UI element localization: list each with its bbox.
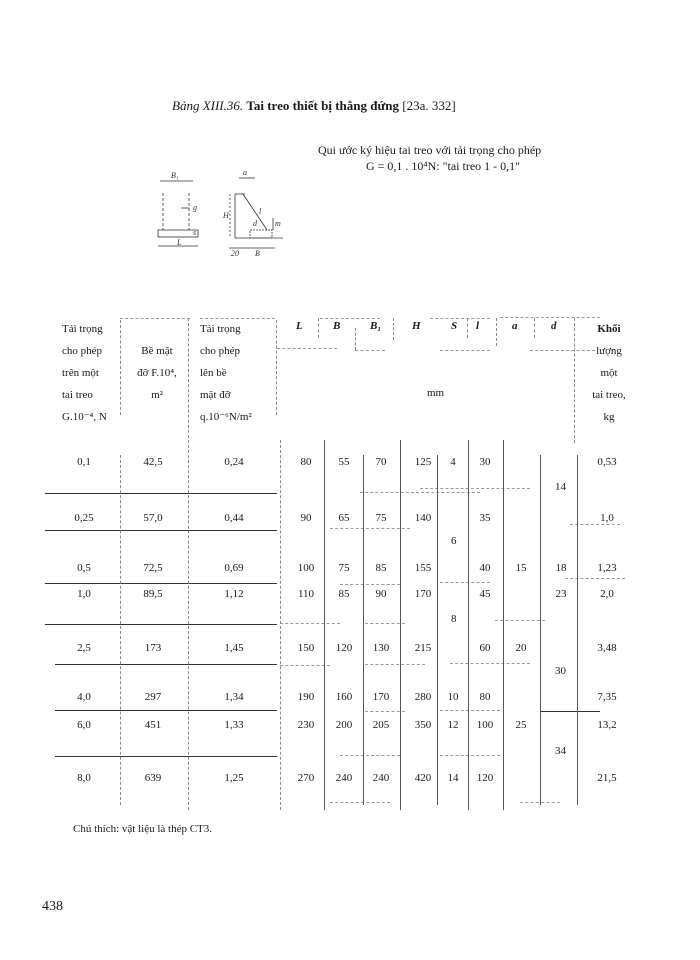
cell-G: 0,5 [77,562,91,574]
cell-S: 10 [447,691,459,703]
svg-text:s: s [193,228,197,237]
cell-m: 13,2 [597,719,617,731]
cell-q: 1,33 [224,719,244,731]
merged-S-8: 8 [451,613,457,625]
header-a: a [512,320,518,332]
cell-l: 35 [479,512,491,524]
convention-line-1: Qui ước ký hiệu tai treo với tải trọng cho phép [318,143,542,157]
cell-F: 297 [144,691,162,703]
convention-line-2: G = 0,1 . 10⁴N: "tai treo 1 - 0,1" [366,159,521,173]
cell-B1: 130 [372,642,390,654]
cell-l: 120 [476,772,494,784]
cell-q: 1,45 [224,642,244,654]
cell-B1: 85 [375,562,387,574]
cell-G: 1,0 [77,588,91,600]
cell-q: 1,12 [224,588,244,600]
cell-B: 65 [338,512,350,524]
cell-F: 72,5 [143,562,163,574]
cell-B1: 75 [375,512,387,524]
caption-ref: [23a. 332] [402,98,456,113]
header-B: B [333,320,341,332]
cell-a: 20 [515,642,527,654]
cell-B: 55 [338,456,350,468]
cell-H: 350 [414,719,432,731]
cell-B1: 70 [375,456,387,468]
svg-text:a: a [243,168,247,177]
cell-B: 75 [338,562,350,574]
cell-m: 3,48 [597,642,617,654]
svg-text:d: d [253,219,257,228]
cell-H: 155 [414,562,432,574]
header-load: Tải trọng cho phép trên một tai treo G.10⁻⁴, N [62,323,107,423]
cell-F: 173 [144,642,162,654]
cell-L: 190 [297,691,315,703]
cell-S: 12 [447,719,459,731]
cell-m: 0,53 [597,456,617,468]
cell-F: 42,5 [143,456,163,468]
merged-S-6: 6 [451,535,457,547]
cell-F: 451 [144,719,162,731]
svg-text:H: H [223,211,229,220]
caption-prefix: Bảng XIII.36. [172,98,244,113]
cell-L: 100 [297,562,315,574]
page-number: 438 [42,899,63,914]
cell-L: 80 [300,456,312,468]
cell-B: 160 [335,691,353,703]
cell-S: 14 [447,772,459,784]
header-d: d [551,320,557,332]
cell-L: 90 [300,512,312,524]
cell-B1: 90 [375,588,387,600]
cell-B1: 205 [372,719,390,731]
cell-H: 215 [414,642,432,654]
cell-S: 4 [450,456,456,468]
cell-B1: 170 [372,691,390,703]
cell-l: 45 [479,588,491,600]
merged-d-14: 14 [555,481,566,493]
cell-H: 420 [414,772,432,784]
cell-l: 30 [479,456,491,468]
svg-text:g: g [193,203,197,212]
header-mass: Khối lượng một tai treo, kg [592,323,626,423]
cell-q: 1,34 [224,691,244,703]
cell-a: 25 [515,719,527,731]
cell-G: 0,25 [74,512,94,524]
cell-L: 270 [297,772,315,784]
cell-q: 0,69 [224,562,244,574]
svg-text:l: l [259,207,262,216]
cell-q: 0,24 [224,456,244,468]
header-B1: B₁ [370,320,382,332]
cell-H: 140 [414,512,432,524]
header-H: H [412,320,421,332]
cell-q: 1,25 [224,772,244,784]
cell-G: 4,0 [77,691,91,703]
cell-L: 150 [297,642,315,654]
header-unit: mm [427,387,445,399]
svg-text:B₁: B₁ [171,171,179,180]
header-l: l [476,320,480,332]
svg-text:L: L [177,238,182,247]
cell-B: 85 [338,588,350,600]
cell-d: 23 [555,588,567,600]
svg-text:B: B [255,249,260,258]
cell-B1: 240 [372,772,390,784]
cell-G: 2,5 [77,642,91,654]
cell-l: 100 [476,719,494,731]
merged-d-30: 30 [555,665,566,677]
cell-m: 21,5 [597,772,617,784]
svg-text:20: 20 [231,249,239,258]
cell-B: 240 [335,772,353,784]
caption-title: Tai treo thiết bị thẳng đứng [246,98,400,113]
header-pressure: Tải trọng cho phép lên bề mặt đỡ q.10⁻⁶N/m² [200,323,252,423]
cell-l: 60 [479,642,491,654]
header-L: L [296,320,303,332]
cell-a: 15 [515,562,527,574]
cell-B: 120 [335,642,353,654]
cell-m: 1,0 [600,512,614,524]
cell-m: 1,23 [597,562,617,574]
cell-H: 170 [414,588,432,600]
cell-m: 7,35 [597,691,617,703]
cell-G: 8,0 [77,772,91,784]
svg-text:m: m [275,219,281,228]
header-S: S [451,320,458,332]
cell-F: 57,0 [143,512,163,524]
cell-L: 110 [297,588,315,600]
cell-G: 0,1 [77,456,91,468]
cell-m: 2,0 [600,588,614,600]
merged-d-34: 34 [555,745,566,757]
cell-q: 0,44 [224,512,244,524]
cell-H: 280 [414,691,432,703]
cell-B: 200 [335,719,353,731]
header-area: Bề mặt đỡ F.10⁴, m² [137,345,177,401]
cell-l: 80 [479,691,491,703]
cell-L: 230 [297,719,315,731]
cell-F: 89,5 [143,588,163,600]
cell-F: 639 [144,772,162,784]
cell-d: 18 [555,562,567,574]
cell-H: 125 [414,456,432,468]
footnote: Chú thích: vật liệu là thép CT3. [73,823,213,835]
cell-G: 6,0 [77,719,91,731]
cell-l: 40 [479,562,491,574]
